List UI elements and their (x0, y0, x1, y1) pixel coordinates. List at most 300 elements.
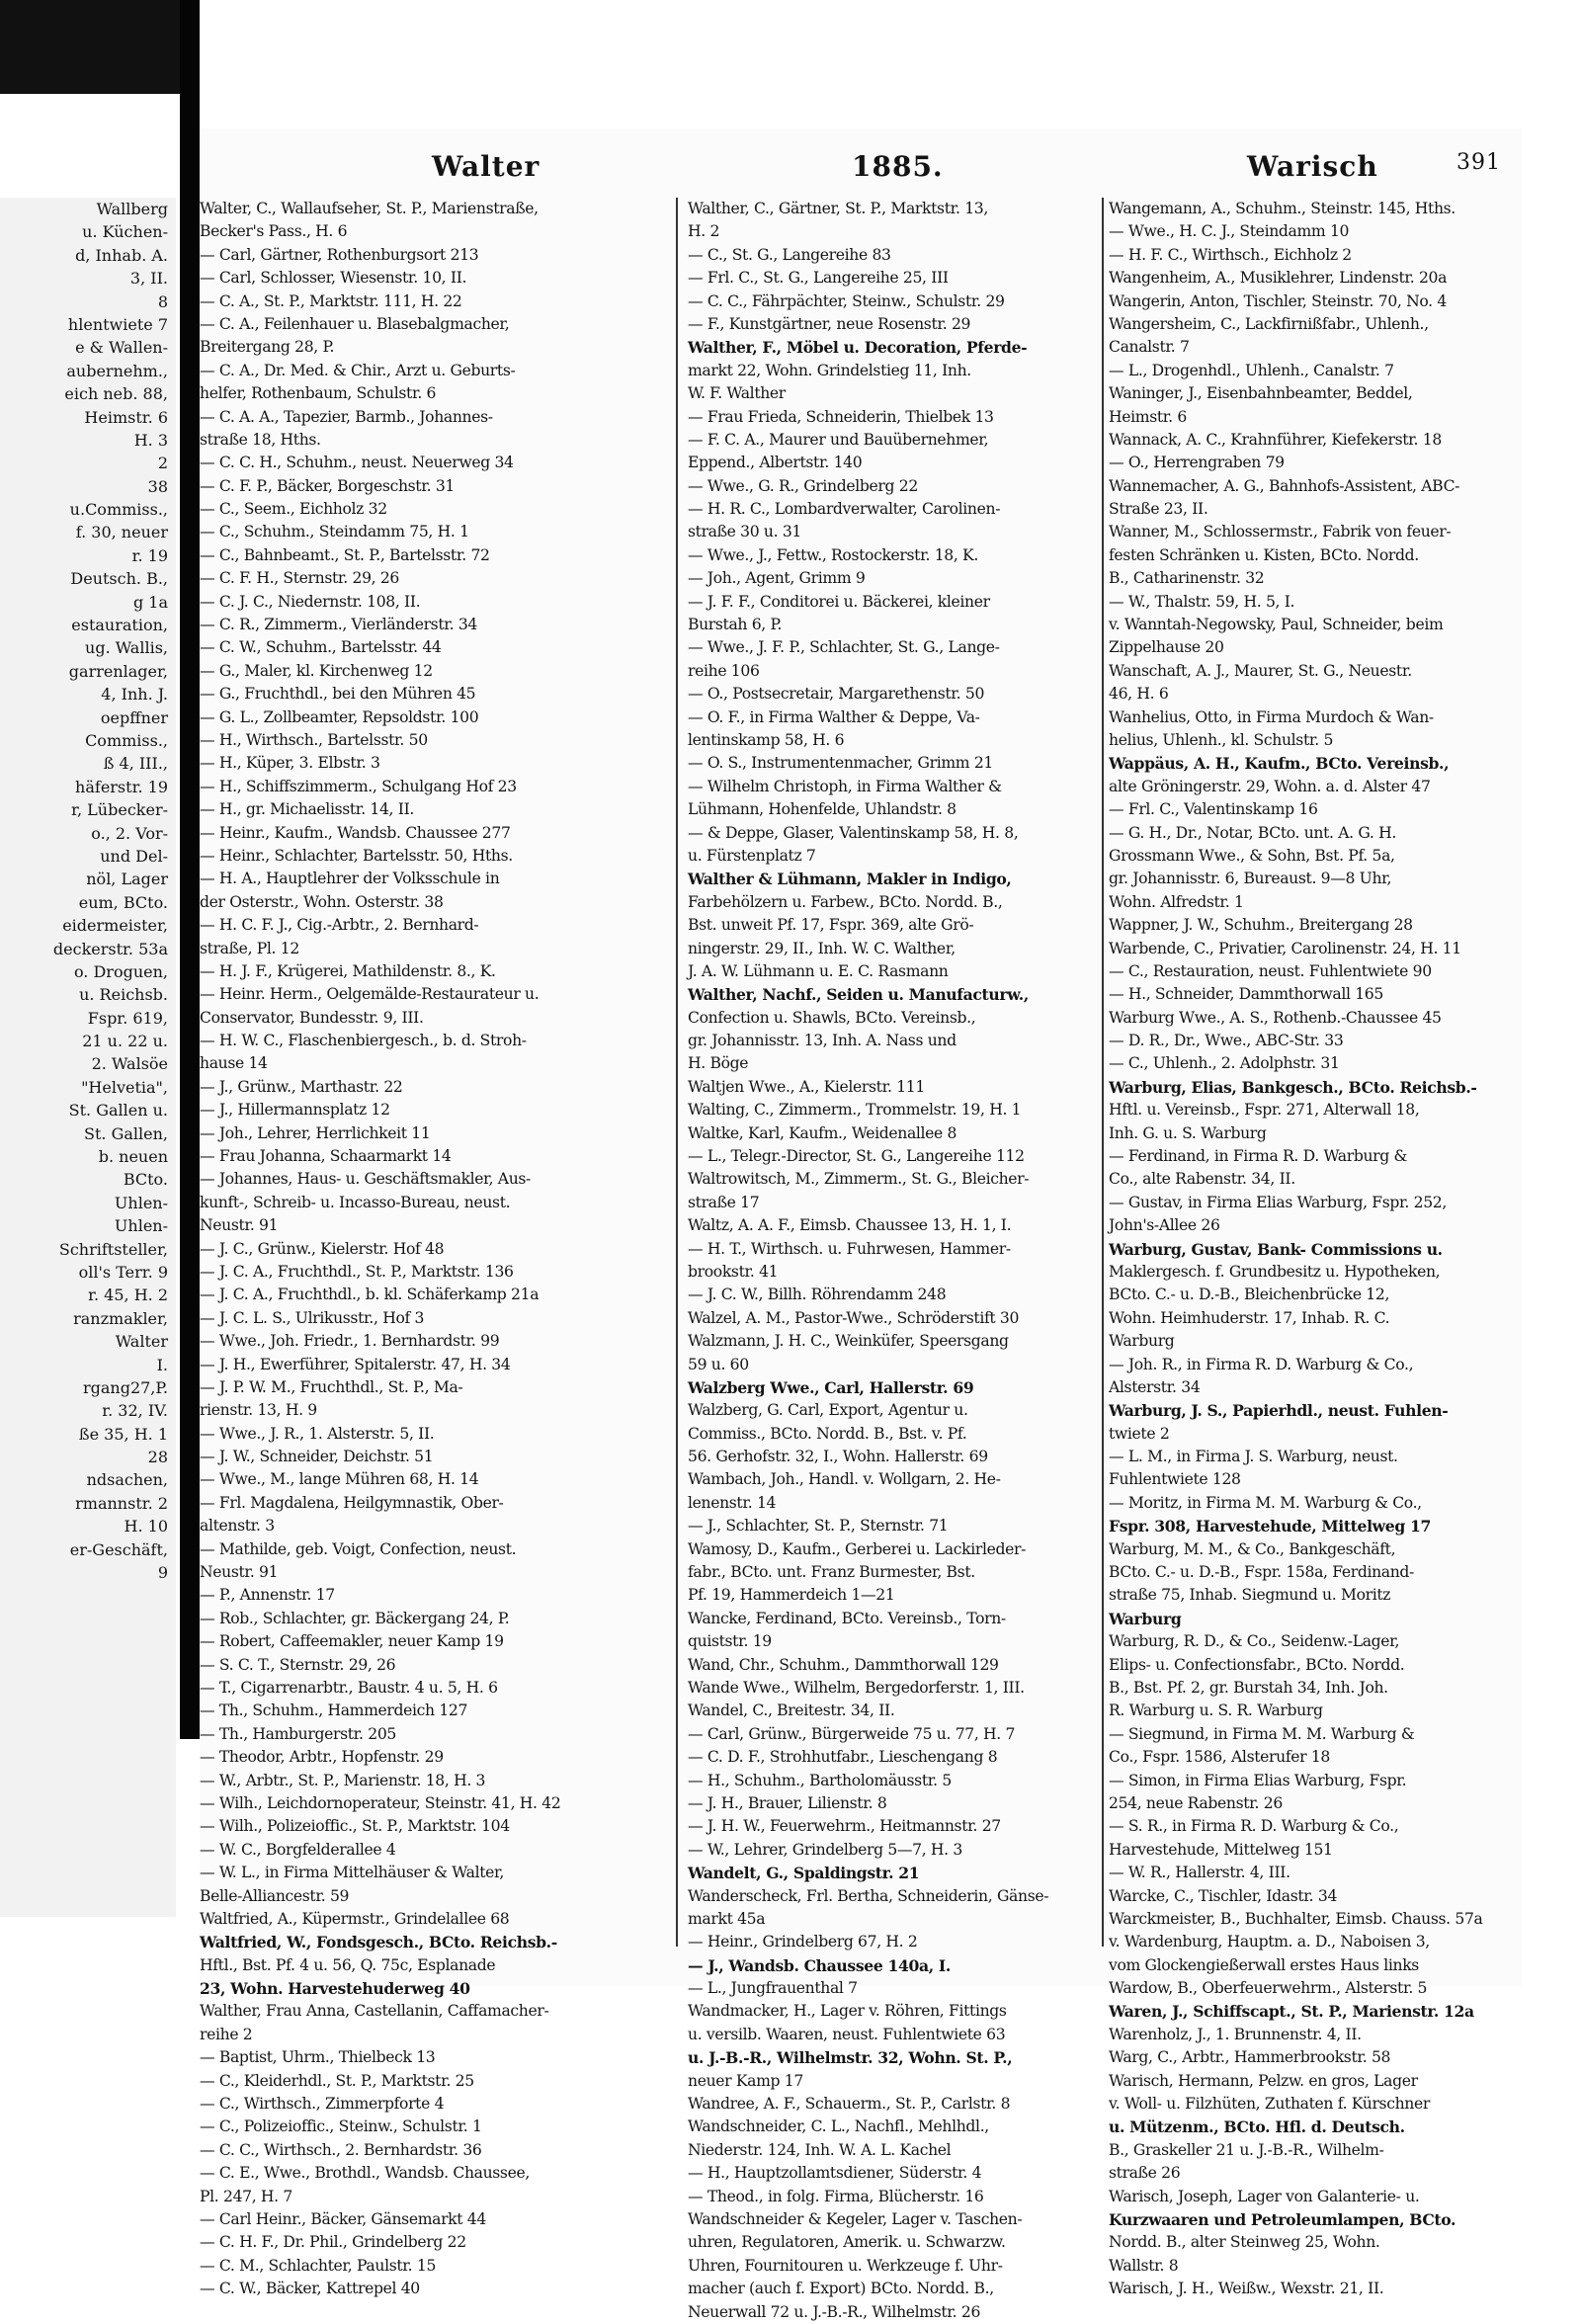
directory-entry-line: — C., Schuhm., Steindamm 75, H. 1 (200, 523, 469, 541)
directory-entry-line: — C. C., Wirthsch., 2. Bernhardstr. 36 (200, 2140, 482, 2159)
directory-entry-line: — C. D. F., Strohhutfabr., Lieschengang 8 (688, 1748, 998, 1767)
directory-entry-line: — J. H., Ewerführer, Spitalerstr. 47, H. 34 (200, 1355, 511, 1373)
directory-entry-line: — T., Cigarrenarbtr., Baustr. 4 u. 5, H. 6 (200, 1679, 498, 1697)
previous-page-fragment: Uhlen- (114, 1216, 168, 1236)
directory-entry-line: — Heinr., Schlachter, Bartelsstr. 50, Hths. (200, 846, 513, 865)
directory-entry-firm-line: Kurzwaaren und Petroleumlampen, BCto. (1109, 2209, 1456, 2229)
previous-page-fragment: Commiss., (85, 730, 168, 750)
directory-entry-line: straße, Pl. 12 (200, 939, 299, 957)
directory-entry-line: u. versilb. Waaren, neust. Fuhlentwiete 63 (688, 2025, 1006, 2043)
directory-entry-line: Warisch, Hermann, Pelzw. en gros, Lager (1109, 2071, 1418, 2090)
directory-entry-line: straße 18, Hths. (200, 430, 321, 449)
directory-entry-line: — W., Arbtr., St. P., Marienstr. 18, H. 3 (200, 1771, 486, 1789)
running-head-year: 1885. (852, 150, 944, 183)
directory-entry-line: — C. W., Bäcker, Kattrepel 40 (200, 2280, 420, 2298)
directory-entry-line: ningerstr. 29, II., Inh. W. C. Walther, (688, 939, 956, 957)
directory-entry-line: — C., Seem., Eichholz 32 (200, 500, 387, 519)
previous-page-fragment: eidermeister, (62, 916, 168, 936)
directory-entry-line: — Heinr. Herm., Oelgemälde-Restaurateur u. (200, 985, 540, 1004)
directory-entry-line: altenstr. 3 (200, 1517, 275, 1536)
directory-entry-line: — G., Maler, kl. Kirchenweg 12 (200, 661, 433, 680)
directory-entry-firm-line: 23, Wohn. Harvestehuderweg 40 (200, 1979, 470, 1999)
directory-entry-line: — F. C. A., Maurer und Bauübernehmer, (688, 430, 989, 449)
previous-page-fragment: estauration, (71, 616, 168, 635)
directory-entry-line: — Frau Frieda, Schneiderin, Thielbek 13 (688, 407, 994, 426)
directory-entry-line: — C., Kleiderhdl., St. P., Marktstr. 25 (200, 2071, 474, 2090)
directory-entry-line: — Robert, Caffeemakler, neuer Kamp 19 (200, 1632, 504, 1651)
directory-column-2 (688, 198, 1097, 2321)
directory-entry-line: Wohn. Heimhuderstr. 17, Inhab. R. C. (1109, 1308, 1390, 1327)
directory-entry-line: gr. Johannisstr. 6, Bureaust. 9—8 Uhr, (1109, 870, 1392, 888)
directory-entry-line: — J. W., Schneider, Deichstr. 51 (200, 1448, 434, 1466)
previous-page-fragment: 4, Inh. J. (101, 685, 168, 705)
directory-entry-line: — W., Lehrer, Grindelberg 5—7, H. 3 (688, 1840, 962, 1859)
previous-page-fragment: r. 19 (131, 545, 168, 565)
directory-entry-line: Grossmann Wwe., & Sohn, Bst. Pf. 5a, (1109, 846, 1395, 865)
previous-page-fragment: St. Gallen u. (68, 1101, 168, 1120)
directory-entry-line: — Wwe., M., lange Mühren 68, H. 14 (200, 1470, 479, 1489)
binding-gutter (180, 0, 200, 1739)
directory-entry-line: Neuerwall 72 u. J.-B.-R., Wilhelmstr. 26 (688, 2302, 981, 2321)
directory-entry-line: — Frl. C., St. G., Langereihe 25, III (688, 269, 949, 288)
previous-page-fragment: r. 32, IV. (102, 1401, 168, 1421)
directory-entry-line: B., Graskeller 21 u. J.-B.-R., Wilhelm- (1109, 2140, 1384, 2159)
previous-page-fragment: b. neuen (98, 1147, 168, 1167)
previous-page-fragment: e & Wallen- (75, 338, 168, 358)
previous-page-fragment: ndsachen, (86, 1470, 168, 1490)
directory-entry-line: — Rob., Schlachter, gr. Bäckergang 24, P. (200, 1609, 510, 1627)
directory-entry-line: John's-Allee 26 (1109, 1216, 1220, 1235)
directory-entry-line: Warburg (1109, 1332, 1175, 1351)
directory-entry-line: Wanschaft, A. J., Maurer, St. G., Neuestr. (1109, 661, 1412, 680)
directory-entry-line: — Wwe., J., Fettw., Rostockerstr. 18, K. (688, 545, 978, 564)
binding-top-shadow (0, 0, 180, 94)
directory-entry-line: twiete 2 (1109, 1424, 1170, 1443)
directory-entry-line: W. F. Walther (688, 384, 786, 403)
directory-entry-line: — Th., Hamburgerstr. 205 (200, 1724, 396, 1743)
directory-column-1 (200, 198, 646, 2298)
directory-entry-line: — Heinr., Grindelberg 67, H. 2 (688, 1933, 918, 1951)
directory-entry-line: Co., alte Rabenstr. 34, II. (1109, 1170, 1295, 1189)
directory-entry-line: Pl. 247, H. 7 (200, 2187, 292, 2205)
previous-page-fragment: BCto. (123, 1170, 168, 1190)
directory-entry-line: H. Böge (688, 1054, 749, 1073)
directory-entry-line: Niederstr. 124, Inh. W. A. L. Kachel (688, 2140, 952, 2159)
directory-entry-line: Straße 23, II. (1109, 500, 1208, 519)
directory-entry-line: — C. M., Schlachter, Paulstr. 15 (200, 2256, 437, 2275)
directory-entry-line: Eppend., Albertstr. 140 (688, 454, 863, 472)
directory-entry-firm-line: — J., Wandsb. Chaussee 140a, I. (688, 1955, 951, 1975)
directory-entry-firm-line: u. Mützenm., BCto. Hfl. d. Deutsch. (1109, 2117, 1405, 2137)
previous-page-fragment: Uhlen- (114, 1193, 168, 1212)
directory-entry-line: Wanderscheck, Frl. Bertha, Schneiderin, Gänse- (688, 1886, 1049, 1905)
directory-entry-line: gr. Johannisstr. 13, Inh. A. Nass und (688, 1032, 957, 1050)
previous-page-fragment: Fspr. 619, (87, 1008, 168, 1028)
directory-entry-line: Wancke, Ferdinand, BCto. Vereinsb., Torn- (688, 1609, 1006, 1627)
directory-entry-line: — H., Schuhm., Bartholomäusstr. 5 (688, 1771, 952, 1789)
directory-entry-line: — C. C. H., Schuhm., neust. Neuerweg 34 (200, 454, 514, 472)
directory-entry-line: — L., Telegr.-Director, St. G., Langereihe 112 (688, 1147, 1025, 1166)
directory-entry-line: Wandree, A. F., Schauerm., St. P., Carlstr. 8 (688, 2095, 1011, 2114)
directory-entry-line: Maklergesch. f. Grundbesitz u. Hypotheken, (1109, 1262, 1441, 1281)
directory-entry-line: — Wwe., J. R., 1. Alsterstr. 5, II. (200, 1424, 435, 1443)
directory-entry-line: Wanhelius, Otto, in Firma Murdoch & Wan- (1109, 707, 1434, 726)
directory-entry-line: helfer, Rothenbaum, Schulstr. 6 (200, 384, 437, 403)
page-number: 391 (1456, 150, 1501, 175)
directory-entry-line: markt 45a (688, 1909, 766, 1928)
directory-entry-line: Lühmann, Hohenfelde, Uhlandstr. 8 (688, 800, 957, 819)
directory-entry-line: Wannack, A. C., Krahnführer, Kiefekerstr. 18 (1109, 430, 1442, 449)
directory-entry-line: — Frl. Magdalena, Heilgymnastik, Ober- (200, 1493, 504, 1512)
directory-entry-line: — W. C., Borgfelderallee 4 (200, 1840, 396, 1859)
previous-page-fragment: ße 35, H. 1 (78, 1424, 168, 1444)
directory-entry-line: — Joh. R., in Firma R. D. Warburg & Co., (1109, 1355, 1414, 1373)
running-head-right: Warisch (1247, 150, 1378, 183)
directory-entry-line: Breitergang 28, P. (200, 338, 335, 357)
previous-page-fragment: I. (156, 1355, 168, 1374)
directory-entry-line: 56. Gerhofstr. 32, I., Wohn. Hallerstr. 69 (688, 1448, 988, 1466)
directory-entry-line: BCto. C.- u. D.-B., Fspr. 158a, Ferdinand- (1109, 1563, 1414, 1582)
directory-entry-line: straße 75, Inhab. Siegmund u. Moritz (1109, 1586, 1391, 1605)
directory-entry-line: — H., gr. Michaelisstr. 14, II. (200, 800, 414, 819)
directory-entry-line: H. 2 (688, 222, 720, 241)
directory-entry-line: — J. C. W., Billh. Röhrendamm 248 (688, 1286, 947, 1304)
directory-entry-firm-line: u. J.-B.-R., Wilhelmstr. 32, Wohn. St. P., (688, 2048, 1013, 2068)
previous-page-fragment: d, Inhab. A. (75, 245, 168, 265)
directory-entry-line: Wamosy, D., Kaufm., Gerberei u. Lackirleder- (688, 1539, 1026, 1558)
directory-entry-line: — C. J. C., Niedernstr. 108, II. (200, 592, 421, 611)
directory-entry-line: — J. F. F., Conditorei u. Bäckerei, kleiner (688, 592, 990, 611)
directory-entry-line: Walzberg, G. Carl, Export, Agentur u. (688, 1401, 968, 1420)
previous-page-fragment: rmannstr. 2 (75, 1493, 168, 1513)
previous-page-fragment: hlentwiete 7 (67, 314, 168, 334)
previous-page-fragment: ranzmakler, (73, 1308, 168, 1328)
previous-page-fragment: r. 45, H. 2 (88, 1286, 168, 1305)
previous-page-fragment: 28 (147, 1448, 168, 1467)
directory-entry-line: — C. W., Schuhm., Bartelsstr. 44 (200, 638, 442, 657)
directory-entry-firm-line: Walther, F., Möbel u. Decoration, Pferde- (688, 338, 1028, 358)
previous-page-fragment: H. 3 (133, 430, 168, 450)
previous-page-margin (0, 198, 176, 1917)
directory-entry-line: 59 u. 60 (688, 1355, 749, 1373)
directory-entry-line: 254, neue Rabenstr. 26 (1109, 1793, 1283, 1812)
directory-entry-line: Waltfried, A., Küpermstr., Grindelallee 68 (200, 1909, 510, 1928)
previous-page-fragment: o. Droguen, (73, 961, 168, 981)
directory-entry-line: Wangerin, Anton, Tischler, Steinstr. 70, No. 4 (1109, 291, 1447, 310)
directory-entry-line: straße 26 (1109, 2164, 1181, 2183)
previous-page-fragment: 2. Walsöe (91, 1054, 168, 1074)
previous-page-fragment: ug. Wallis, (85, 638, 168, 658)
directory-entry-line: — L. M., in Firma J. S. Warburg, neust. (1109, 1448, 1398, 1466)
directory-entry-line: BCto. C.- u. D.-B., Bleichenbrücke 12, (1109, 1286, 1390, 1304)
directory-entry-line: — C. A., Dr. Med. & Chir., Arzt u. Geburts- (200, 361, 516, 379)
previous-page-fragment: rgang27,P. (82, 1377, 168, 1397)
directory-entry-line: Zippelhause 20 (1109, 638, 1224, 657)
directory-entry-firm-line: Waren, J., Schiffscapt., St. P., Marienstr. 12a (1109, 2002, 1474, 2022)
previous-page-fragment: 9 (157, 1563, 168, 1583)
directory-entry-line: — C. C., Fährpächter, Steinw., Schulstr. 29 (688, 291, 1005, 310)
directory-entry-line: v. Woll- u. Filzhüten, Zuthaten f. Kürschner (1109, 2095, 1430, 2114)
directory-entry-line: Waltz, A. A. F., Eimsb. Chaussee 13, H. 1, I. (688, 1216, 1012, 1235)
directory-entry-line: Wande Wwe., Wilhelm, Bergedorferstr. 1, III. (688, 1679, 1025, 1697)
directory-entry-line: Conservator, Bundesstr. 9, III. (200, 1008, 424, 1027)
directory-entry-line: Warburg, M. M., & Co., Bankgeschäft, (1109, 1539, 1396, 1558)
previous-page-fragment: eum, BCto. (78, 892, 168, 912)
directory-entry-line: — J. H. W., Feuerwehrm., Heitmannstr. 27 (688, 1817, 1001, 1836)
directory-entry-line: Wannemacher, A. G., Bahnhofs-Assistent, ABC- (1109, 476, 1460, 495)
directory-entry-line: straße 17 (688, 1193, 760, 1211)
directory-entry-line: — Carl, Schlosser, Wiesenstr. 10, II. (200, 269, 467, 288)
directory-entry-line: Confection u. Shawls, BCto. Vereinsb., (688, 1008, 976, 1027)
directory-entry-line: u. Fürstenplatz 7 (688, 846, 816, 865)
directory-entry-line: — Joh., Agent, Grimm 9 (688, 569, 866, 588)
directory-entry-line: — C. R., Zimmerm., Vierländerstr. 34 (200, 616, 478, 634)
directory-entry-line: Belle-Alliancestr. 59 (200, 1886, 350, 1905)
directory-entry-line: uhren, Regulatoren, Amerik. u. Schwarzw. (688, 2233, 1006, 2252)
previous-page-fragment: g 1a (132, 592, 168, 612)
directory-entry-line: — P., Annenstr. 17 (200, 1586, 335, 1605)
previous-page-fragment: 3, II. (129, 269, 168, 289)
directory-entry-line: — Wwe., Joh. Friedr., 1. Bernhardstr. 99 (200, 1332, 500, 1351)
directory-entry-line: festen Schränken u. Kisten, BCto. Nordd. (1109, 545, 1419, 564)
directory-entry-line: Wandmacker, H., Lager v. Röhren, Fittings (688, 2002, 1007, 2021)
directory-entry-line: Warg, C., Arbtr., Hammerbrookstr. 58 (1109, 2048, 1391, 2067)
previous-page-fragment: 38 (147, 476, 168, 496)
directory-entry-line: — L., Jungfrauenthal 7 (688, 1979, 858, 1998)
directory-entry-line: — D. R., Dr., Wwe., ABC-Str. 33 (1109, 1032, 1344, 1050)
directory-entry-line: Wappner, J. W., Schuhm., Breitergang 28 (1109, 916, 1413, 935)
directory-entry-line: Inh. G. u. S. Warburg (1109, 1123, 1267, 1142)
directory-entry-line: — Frl. C., Valentinskamp 16 (1109, 800, 1318, 819)
directory-entry-line: — J., Grünw., Marthastr. 22 (200, 1077, 403, 1096)
directory-entry-line: Walting, C., Zimmerm., Trommelstr. 19, H. 1 (688, 1101, 1022, 1120)
directory-entry-line: Warckmeister, B., Buchhalter, Eimsb. Chauss. 57a (1109, 1909, 1483, 1928)
previous-page-fragment: er-Geschäft, (69, 1539, 168, 1559)
directory-entry-firm-line: Walther & Lühmann, Makler in Indigo, (688, 870, 1012, 889)
directory-entry-line: rienstr. 13, H. 9 (200, 1401, 317, 1420)
directory-page (200, 128, 1522, 2321)
directory-entry-line: Wand, Chr., Schuhm., Dammthorwall 129 (688, 1655, 999, 1674)
directory-entry-line: straße 30 u. 31 (688, 523, 801, 541)
directory-entry-firm-line: Wappäus, A. H., Kaufm., BCto. Vereinsb., (1109, 754, 1450, 774)
directory-entry-line: Burstah 6, P. (688, 616, 783, 634)
previous-page-fragment: und Del- (100, 846, 168, 866)
directory-entry-line: J. A. W. Lühmann u. E. C. Rasmann (688, 961, 949, 980)
directory-entry-line: Wanner, M., Schlossermstr., Fabrik von feuer- (1109, 523, 1452, 541)
directory-entry-line: — Baptist, Uhrm., Thielbeck 13 (200, 2048, 436, 2067)
directory-entry-line: Wandschneider & Kegeler, Lager v. Taschen- (688, 2209, 1023, 2228)
directory-entry-line: — G., Fruchthdl., bei den Mühren 45 (200, 685, 476, 704)
directory-entry-line: — O., Postsecretair, Margarethenstr. 50 (688, 685, 985, 704)
directory-entry-line: — J., Hillermannsplatz 12 (200, 1101, 390, 1120)
column-rule (676, 198, 678, 1947)
directory-entry-line: — Wwe., H. C. J., Steindamm 10 (1109, 222, 1350, 241)
previous-page-fragment: Wallberg (96, 200, 168, 218)
directory-entry-line: — F., Kunstgärtner, neue Rosenstr. 29 (688, 314, 971, 333)
directory-column-3 (1109, 198, 1514, 2298)
previous-page-fragment: Schriftsteller, (58, 1239, 168, 1259)
directory-entry-line: Walther, Frau Anna, Castellanin, Caffamacher- (200, 2002, 549, 2021)
directory-entry-line: — W., Thalstr. 59, H. 5, I. (1109, 592, 1295, 611)
directory-entry-line: — J. C. A., Fruchthdl., St. P., Marktstr. 136 (200, 1262, 514, 1281)
directory-entry-line: Nordd. B., alter Steinweg 25, Wohn. (1109, 2233, 1380, 2252)
previous-page-fragment: eich neb. 88, (64, 384, 168, 404)
directory-entry-firm-line: Warburg, J. S., Papierhdl., neust. Fuhlen- (1109, 1401, 1449, 1421)
previous-page-fragment: oepffner (100, 707, 168, 727)
directory-entry-line: — Carl, Grünw., Bürgerweide 75 u. 77, H. 7 (688, 1724, 1016, 1743)
directory-entry-line: quiststr. 19 (688, 1632, 772, 1651)
directory-entry-line: — Siegmund, in Firma M. M. Warburg & (1109, 1724, 1415, 1743)
directory-entry-line: — H., Schiffszimmerm., Schulgang Hof 23 (200, 777, 517, 795)
directory-entry-line: — C., Polizeioffic., Steinw., Schulstr. 1 (200, 2117, 482, 2136)
directory-entry-line: reihe 106 (688, 661, 760, 680)
directory-entry-line: — H., Wirthsch., Bartelsstr. 50 (200, 730, 428, 749)
previous-page-fragment: St. Gallen, (84, 1123, 168, 1143)
directory-entry-firm-line: Fspr. 308, Harvestehude, Mittelweg 17 (1109, 1517, 1431, 1536)
previous-page-fragment: H. 10 (124, 1517, 168, 1536)
directory-entry-line: — Theodor, Arbtr., Hopfenstr. 29 (200, 1748, 444, 1767)
directory-entry-line: R. Warburg u. S. R. Warburg (1109, 1702, 1323, 1720)
directory-entry-line: — Th., Schuhm., Hammerdeich 127 (200, 1702, 468, 1720)
directory-entry-line: — C., Uhlenh., 2. Adolphstr. 31 (1109, 1054, 1340, 1073)
directory-entry-line: Elips- u. Confectionsfabr., BCto. Nordd. (1109, 1655, 1405, 1674)
directory-entry-line: — Wwe., J. F. P., Schlachter, St. G., Lange- (688, 638, 1000, 657)
directory-entry-line: alte Gröningerstr. 29, Wohn. a. d. Alster 47 (1109, 777, 1431, 795)
directory-entry-line: — Moritz, in Firma M. M. Warburg & Co., (1109, 1493, 1422, 1512)
directory-entry-line: — Johannes, Haus- u. Geschäftsmakler, Aus- (200, 1170, 531, 1189)
directory-entry-firm-line: Wandelt, G., Spaldingstr. 21 (688, 1864, 920, 1883)
directory-entry-line: Canalstr. 7 (1109, 338, 1190, 357)
directory-entry-line: Wallstr. 8 (1109, 2256, 1179, 2275)
directory-entry-line: — G. L., Zollbeamter, Repsoldstr. 100 (200, 707, 479, 726)
directory-entry-firm-line: Warburg, Gustav, Bank- Commissions u. (1109, 1239, 1443, 1259)
directory-entry-line: v. Wanntah-Negowsky, Paul, Schneider, beim (1109, 616, 1444, 634)
directory-entry-line: fabr., BCto. unt. Franz Burmester, Bst. (688, 1563, 975, 1582)
directory-entry-line: helius, Uhlenh., kl. Schulstr. 5 (1109, 730, 1334, 749)
directory-entry-line: — Wwe., G. R., Grindelberg 22 (688, 476, 918, 495)
directory-entry-line: lentinskamp 58, H. 6 (688, 730, 845, 749)
directory-entry-line: — Wilh., Polizeioffic., St. P., Marktstr. 104 (200, 1817, 510, 1836)
directory-entry-line: — O. F., in Firma Walther & Deppe, Va- (688, 707, 980, 726)
directory-entry-line: — W. L., in Firma Mittelhäuser & Walter, (200, 1864, 504, 1882)
directory-entry-line: — Ferdinand, in Firma R. D. Warburg & (1109, 1147, 1408, 1166)
directory-entry-line: Hftl., Bst. Pf. 4 u. 56, Q. 75c, Esplanade (200, 1955, 496, 1974)
directory-entry-line: Harvestehude, Mittelweg 151 (1109, 1840, 1333, 1859)
directory-entry-line: Warisch, J. H., Weißw., Wexstr. 21, II. (1109, 2280, 1384, 2298)
directory-entry-line: Farbehölzern u. Farbew., BCto. Nordd. B., (688, 892, 1003, 911)
directory-entry-line: neuer Kamp 17 (688, 2071, 803, 2090)
directory-entry-line: — Theod., in folg. Firma, Blücherstr. 16 (688, 2187, 984, 2205)
directory-entry-line: — Mathilde, geb. Voigt, Confection, neust. (200, 1539, 517, 1558)
directory-entry-line: Waltjen Wwe., A., Kielerstr. 111 (688, 1077, 925, 1096)
directory-entry-line: — H. A., Hauptlehrer der Volksschule in (200, 870, 500, 888)
previous-page-fragment: "Helvetia", (81, 1077, 168, 1097)
directory-entry-line: — H., Küper, 3. Elbstr. 3 (200, 754, 380, 773)
previous-page-fragment: u. Reichsb. (79, 985, 168, 1005)
directory-entry-line: — Frau Johanna, Schaarmarkt 14 (200, 1147, 452, 1166)
directory-entry-line: Warburg Wwe., A. S., Rothenb.-Chaussee 45 (1109, 1008, 1442, 1027)
directory-entry-line: Warbende, C., Privatier, Carolinenstr. 24, H. 11 (1109, 939, 1461, 957)
directory-entry-line: — C., Bahnbeamt., St. P., Bartelsstr. 72 (200, 545, 490, 564)
directory-entry-line: Walter, C., Wallaufseher, St. P., Marienstraße, (200, 200, 539, 217)
previous-page-fragment: ß 4, III., (103, 754, 168, 774)
directory-entry-line: Warisch, Joseph, Lager von Galanterie- u. (1109, 2187, 1420, 2205)
directory-entry-line: — O. S., Instrumentenmacher, Grimm 21 (688, 754, 993, 773)
directory-entry-line: macher (auch f. Export) BCto. Nordd. B., (688, 2280, 994, 2298)
directory-entry-line: vom Glockengießerwall erstes Haus links (1109, 1955, 1419, 1974)
directory-entry-line: Waltke, Karl, Kaufm., Weidenallee 8 (688, 1123, 957, 1142)
directory-entry-line: Warenholz, J., 1. Brunnenstr. 4, II. (1109, 2025, 1362, 2043)
directory-entry-line: Wandschneider, C. L., Nachfl., Mehlhdl., (688, 2117, 989, 2136)
directory-entry-line: reihe 2 (200, 2025, 253, 2043)
directory-entry-line: 46, H. 6 (1109, 685, 1169, 704)
previous-page-fragment: oll's Terr. 9 (78, 1262, 168, 1282)
directory-entry-line: Wangersheim, C., Lackfirnißfabr., Uhlenh., (1109, 314, 1429, 333)
page-header (200, 150, 1522, 190)
directory-entry-line: — G. H., Dr., Notar, BCto. unt. A. G. H. (1109, 823, 1396, 842)
directory-entry-line: Pf. 19, Hammerdeich 1—21 (688, 1586, 895, 1605)
directory-entry-line: brookstr. 41 (688, 1262, 779, 1281)
directory-entry-line: — C. A., St. P., Marktstr. 111, H. 22 (200, 291, 462, 310)
directory-entry-line: — Joh., Lehrer, Herrlichkeit 11 (200, 1123, 431, 1142)
previous-page-fragment: Walter (115, 1332, 168, 1352)
running-head-left: Walter (432, 150, 541, 183)
directory-entry-firm-line: Walzberg Wwe., Carl, Hallerstr. 69 (688, 1377, 974, 1397)
directory-entry-line: — C., Restauration, neust. Fuhlentwiete 90 (1109, 961, 1432, 980)
directory-entry-line: Uhren, Fournitouren u. Werkzeuge f. Uhr- (688, 2256, 1003, 2275)
directory-entry-line: — J. C., Grünw., Kielerstr. Hof 48 (200, 1239, 445, 1258)
directory-entry-line: — & Deppe, Glaser, Valentinskamp 58, H. 8, (688, 823, 1019, 842)
directory-entry-firm-line: Walther, Nachf., Seiden u. Manufacturw., (688, 985, 1029, 1005)
previous-page-fragment: Deutsch. B., (70, 569, 168, 589)
directory-entry-line: Wandel, C., Breitestr. 34, II. (688, 1702, 895, 1720)
directory-entry-line: — S. C. T., Sternstr. 29, 26 (200, 1655, 396, 1674)
previous-page-fragment: aubernehm., (66, 361, 168, 380)
directory-entry-line: der Osterstr., Wohn. Osterstr. 38 (200, 892, 444, 911)
directory-entry-line: — Heinr., Kaufm., Wandsb. Chaussee 277 (200, 823, 511, 842)
column-rule (1102, 198, 1104, 1947)
directory-entry-line: — H. T., Wirthsch. u. Fuhrwesen, Hammer- (688, 1239, 1011, 1258)
directory-entry-line: Walzmann, J. H. C., Weinküfer, Speersgang (688, 1332, 1009, 1351)
directory-entry-line: Waltrowitsch, M., Zimmerm., St. G., Bleicher- (688, 1170, 1030, 1189)
directory-entry-line: — C. H. F., Dr. Phil., Grindelberg 22 (200, 2233, 466, 2252)
directory-entry-line: Co., Fspr. 1586, Alsterufer 18 (1109, 1748, 1330, 1767)
directory-entry-line: — Carl Heinr., Bäcker, Gänsemarkt 44 (200, 2209, 486, 2228)
directory-entry-line: — J. H., Brauer, Lilienstr. 8 (688, 1793, 887, 1812)
directory-entry-line: Hftl. u. Vereinsb., Fspr. 271, Alterwall 18, (1109, 1101, 1420, 1120)
directory-entry-line: — C. E., Wwe., Brothdl., Wandsb. Chaussee, (200, 2164, 530, 2183)
previous-page-fragment: f. 30, neuer (75, 523, 168, 542)
directory-entry-line: B., Bst. Pf. 2, gr. Burstah 34, Inh. Joh. (1109, 1679, 1388, 1697)
directory-entry-line: v. Wardenburg, Hauptm. a. D., Naboisen 3, (1109, 1933, 1430, 1951)
directory-entry-line: — Gustav, in Firma Elias Warburg, Fspr. 252, (1109, 1193, 1447, 1211)
directory-entry-line: Warcke, C., Tischler, Idastr. 34 (1109, 1886, 1338, 1905)
previous-page-fragment: 8 (157, 291, 168, 311)
directory-entry-line: Walther, C., Gärtner, St. P., Marktstr. 13, (688, 200, 988, 217)
directory-entry-line: — C. F. P., Bäcker, Borgeschstr. 31 (200, 476, 455, 495)
directory-entry-line: Warburg, R. D., & Co., Seidenw.-Lager, (1109, 1632, 1400, 1651)
directory-entry-line: lenenstr. 14 (688, 1493, 777, 1512)
previous-page-fragment: u. Küchen- (82, 222, 168, 242)
previous-page-fragment: 2 (157, 454, 168, 473)
directory-entry-line: — H. F. C., Wirthsch., Eichholz 2 (1109, 245, 1352, 264)
directory-entry-line: — Simon, in Firma Elias Warburg, Fspr. (1109, 1771, 1407, 1789)
directory-entry-line: — J., Schlachter, St. P., Sternstr. 71 (688, 1517, 949, 1536)
directory-entry-line: Waninger, J., Eisenbahnbeamter, Beddel, (1109, 384, 1413, 403)
directory-entry-line: — C., St. G., Langereihe 83 (688, 245, 891, 264)
directory-entry-line: — W. R., Hallerstr. 4, III. (1109, 1864, 1290, 1882)
directory-entry-line: Wardow, B., Oberfeuerwehrm., Alsterstr. 5 (1109, 1979, 1428, 1998)
